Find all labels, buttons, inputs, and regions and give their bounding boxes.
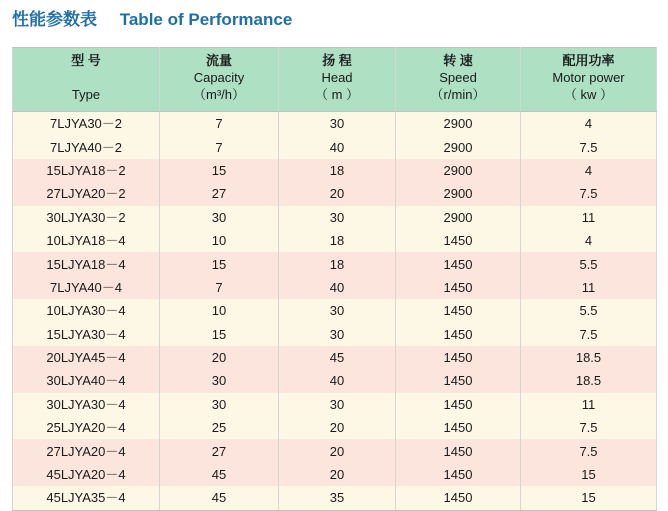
table-row: [13, 276, 657, 299]
cell-capacity: 7: [160, 276, 279, 299]
page-title: [12, 8, 292, 32]
cell-head: 18: [279, 159, 396, 182]
cell-type: 7LJYA30－2: [13, 112, 160, 136]
table-row: [13, 439, 657, 462]
table-row: [13, 323, 657, 346]
cell-type: 15LJYA30－4: [13, 323, 160, 346]
cell-type: 15LJYA18－2: [13, 159, 160, 182]
header-head-en: Head: [321, 70, 353, 85]
table-body: [13, 112, 657, 511]
cell-head: 20: [279, 182, 396, 205]
cell-capacity: 45: [160, 463, 279, 486]
header-capacity: [160, 48, 279, 112]
cell-type: 7LJYA40－2: [13, 135, 160, 158]
cell-motor-power: 15: [521, 463, 657, 486]
cell-motor-power: 11: [521, 393, 657, 416]
table-header: [13, 48, 657, 112]
cell-motor-power: 18.5: [521, 369, 657, 392]
cell-motor-power: 7.5: [521, 416, 657, 439]
cell-capacity: 30: [160, 393, 279, 416]
cell-type: 20LJYA45－4: [13, 346, 160, 369]
table-row: [13, 112, 657, 136]
cell-head: 30: [279, 393, 396, 416]
table-row: [13, 463, 657, 486]
cell-capacity: 15: [160, 252, 279, 275]
cell-speed: 1450: [396, 393, 521, 416]
header-motor-power-cn: 配用功率: [562, 53, 615, 68]
cell-motor-power: 7.5: [521, 439, 657, 462]
header-type: [13, 48, 160, 112]
table-row: [13, 299, 657, 322]
cell-motor-power: 7.5: [521, 182, 657, 205]
header-row: [13, 48, 657, 112]
cell-motor-power: 11: [521, 206, 657, 229]
cell-type: 10LJYA30－4: [13, 299, 160, 322]
cell-speed: 1450: [396, 416, 521, 439]
header-capacity-cn: 流量: [205, 53, 232, 68]
cell-type: 10LJYA18－4: [13, 229, 160, 252]
cell-speed: 1450: [396, 486, 521, 510]
cell-speed: 1450: [396, 299, 521, 322]
cell-capacity: 27: [160, 439, 279, 462]
cell-capacity: 15: [160, 323, 279, 346]
header-capacity-unit: （m³/h）: [192, 87, 245, 102]
cell-head: 40: [279, 369, 396, 392]
header-motor-power-en: Motor power: [552, 70, 625, 85]
cell-head: 20: [279, 439, 396, 462]
cell-capacity: 45: [160, 486, 279, 510]
cell-capacity: 30: [160, 206, 279, 229]
cell-speed: 2900: [396, 206, 521, 229]
cell-type: 30LJYA30－4: [13, 393, 160, 416]
header-type-cn: 型 号: [71, 53, 101, 68]
cell-head: 30: [279, 299, 396, 322]
header-speed: [396, 48, 521, 112]
cell-motor-power: 7.5: [521, 323, 657, 346]
cell-motor-power: 7.5: [521, 135, 657, 158]
cell-type: 25LJYA20－4: [13, 416, 160, 439]
cell-type: 30LJYA30－2: [13, 206, 160, 229]
cell-capacity: 20: [160, 346, 279, 369]
header-motor-power-unit: （ kw ）: [563, 87, 614, 102]
cell-capacity: 15: [160, 159, 279, 182]
cell-head: 30: [279, 112, 396, 136]
header-speed-en: Speed: [439, 70, 477, 85]
header-type-en: Type: [71, 87, 101, 102]
cell-head: 30: [279, 323, 396, 346]
cell-capacity: 27: [160, 182, 279, 205]
cell-motor-power: 18.5: [521, 346, 657, 369]
table-row: [13, 346, 657, 369]
cell-motor-power: 5.5: [521, 252, 657, 275]
table-row: [13, 182, 657, 205]
cell-speed: 2900: [396, 159, 521, 182]
header-head: [279, 48, 396, 112]
cell-speed: 1450: [396, 229, 521, 252]
cell-type: 45LJYA35－4: [13, 486, 160, 510]
cell-speed: 1450: [396, 252, 521, 275]
cell-type: 45LJYA20－4: [13, 463, 160, 486]
cell-type: 7LJYA40－4: [13, 276, 160, 299]
table-row: [13, 369, 657, 392]
cell-capacity: 7: [160, 135, 279, 158]
cell-motor-power: 4: [521, 112, 657, 136]
cell-capacity: 7: [160, 112, 279, 136]
header-motor-power: [521, 48, 657, 112]
performance-table: [12, 47, 657, 511]
cell-type: 27LJYA20－2: [13, 182, 160, 205]
cell-head: 18: [279, 252, 396, 275]
cell-speed: 1450: [396, 369, 521, 392]
cell-motor-power: 5.5: [521, 299, 657, 322]
header-head-cn: 扬 程: [322, 53, 352, 68]
title-chinese: 性能参数表: [12, 10, 97, 29]
cell-speed: 1450: [396, 346, 521, 369]
cell-motor-power: 4: [521, 229, 657, 252]
cell-speed: 2900: [396, 182, 521, 205]
table-row: [13, 252, 657, 275]
cell-type: 15LJYA18－4: [13, 252, 160, 275]
table-row: [13, 206, 657, 229]
cell-head: 18: [279, 229, 396, 252]
header-capacity-en: Capacity: [193, 70, 245, 85]
cell-head: 40: [279, 135, 396, 158]
cell-motor-power: 15: [521, 486, 657, 510]
cell-head: 20: [279, 416, 396, 439]
cell-capacity: 30: [160, 369, 279, 392]
cell-capacity: 10: [160, 229, 279, 252]
cell-type: 30LJYA40－4: [13, 369, 160, 392]
table-row: [13, 393, 657, 416]
cell-motor-power: 4: [521, 159, 657, 182]
cell-head: 40: [279, 276, 396, 299]
table-row: [13, 159, 657, 182]
table-row: [13, 416, 657, 439]
cell-speed: 1450: [396, 439, 521, 462]
header-speed-unit: （r/min）: [430, 87, 486, 102]
cell-speed: 1450: [396, 323, 521, 346]
table-row: [13, 486, 657, 510]
cell-capacity: 25: [160, 416, 279, 439]
cell-head: 35: [279, 486, 396, 510]
cell-speed: 1450: [396, 463, 521, 486]
header-head-unit: （ m ）: [314, 87, 360, 102]
cell-motor-power: 11: [521, 276, 657, 299]
cell-type: 27LJYA20－4: [13, 439, 160, 462]
cell-capacity: 10: [160, 299, 279, 322]
title-english: Table of Performance: [119, 10, 293, 29]
cell-head: 20: [279, 463, 396, 486]
header-speed-cn: 转 速: [443, 53, 473, 68]
cell-head: 45: [279, 346, 396, 369]
table-row: [13, 135, 657, 158]
cell-speed: 1450: [396, 276, 521, 299]
cell-speed: 2900: [396, 135, 521, 158]
table-row: [13, 229, 657, 252]
cell-speed: 2900: [396, 112, 521, 136]
cell-head: 30: [279, 206, 396, 229]
